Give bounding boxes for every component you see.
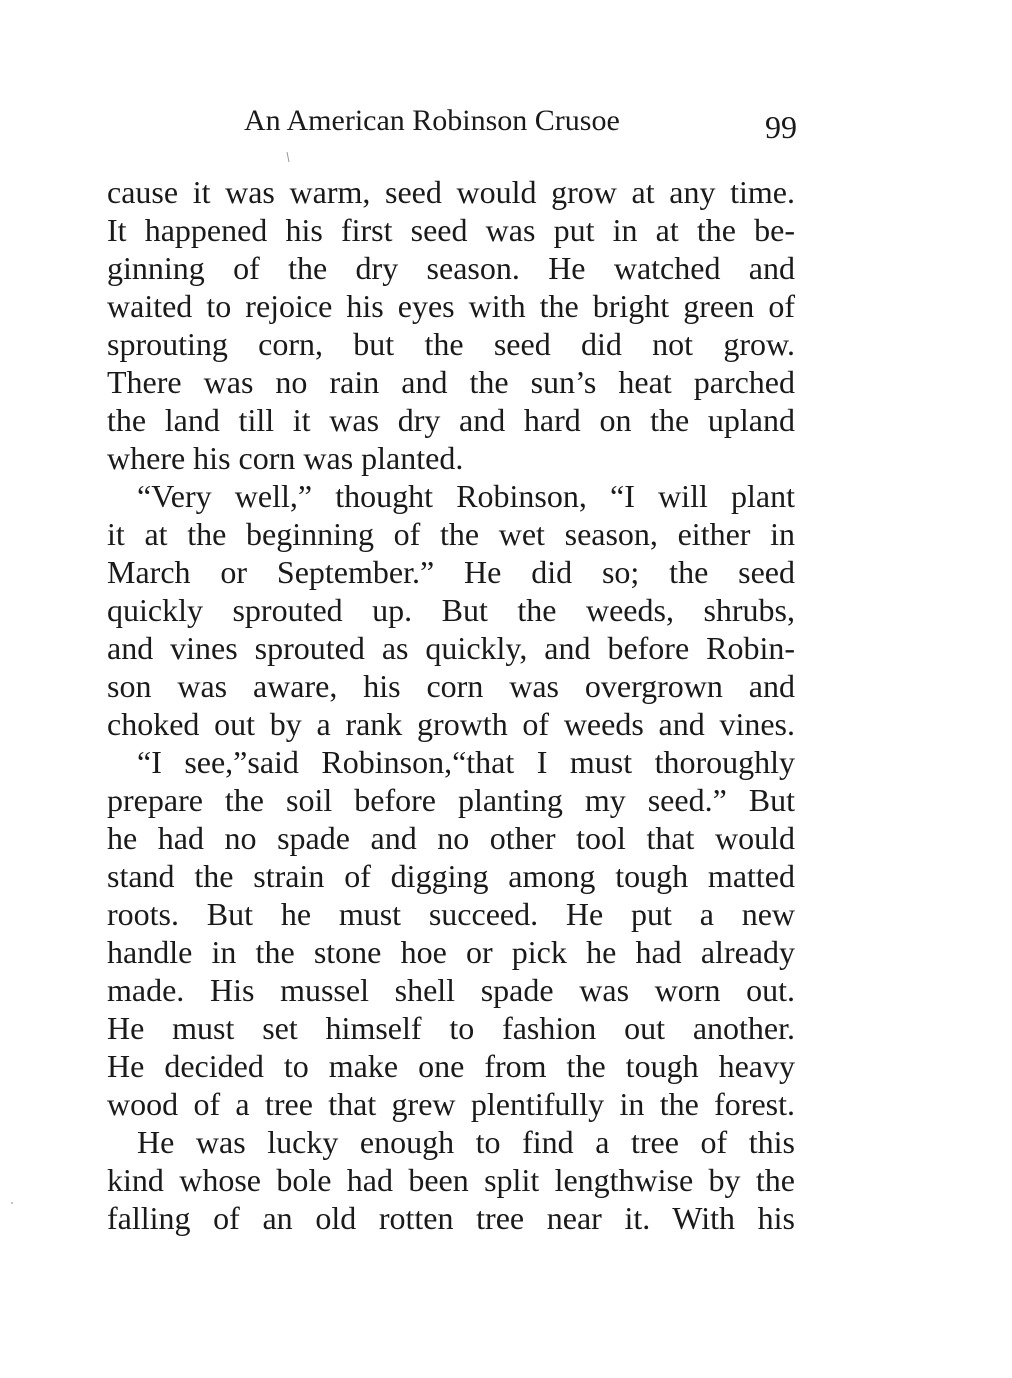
text-line: ginning of the dry season. He watched and xyxy=(107,250,795,286)
text-line: kind whose bole had been split lengthwise by the xyxy=(107,1162,795,1198)
text-line: quickly sprouted up. But the weeds, shrubs, xyxy=(107,592,795,628)
text-line: wood of a tree that grew plentifully in the forest. xyxy=(107,1086,795,1122)
text-line: It happened his first seed was put in at the be- xyxy=(107,212,795,248)
text-line: handle in the stone hoe or pick he had already xyxy=(107,934,795,970)
text-line: made. His mussel shell spade was worn out. xyxy=(107,972,795,1008)
text-line: waited to rejoice his eyes with the bright green of xyxy=(107,288,795,324)
text-line: stand the strain of digging among tough matted xyxy=(107,858,795,894)
text-line: and vines sprouted as quickly, and before Robin- xyxy=(107,630,795,666)
text-line: sprouting corn, but the seed did not grow. xyxy=(107,326,795,362)
text-line: He must set himself to fashion out another. xyxy=(107,1010,795,1046)
text-line: There was no rain and the sun’s heat parched xyxy=(107,364,795,400)
text-line: choked out by a rank growth of weeds and vines. xyxy=(107,706,795,742)
text-line: March or September.” He did so; the seed xyxy=(107,554,795,590)
scan-speck xyxy=(287,152,289,162)
text-line: where his corn was planted. xyxy=(107,440,464,476)
text-line: he had no spade and no other tool that would xyxy=(107,820,795,856)
text-line: prepare the soil before planting my seed.” But xyxy=(107,782,795,818)
text-line: He decided to make one from the tough heavy xyxy=(107,1048,795,1084)
text-line: roots. But he must succeed. He put a new xyxy=(107,896,795,932)
text-line: it at the beginning of the wet season, either in xyxy=(107,516,795,552)
running-title: An American Robinson Crusoe xyxy=(244,104,620,137)
scan-speck xyxy=(11,1202,13,1204)
text-line: “Very well,” thought Robinson, “I will plant xyxy=(137,478,795,514)
text-line: son was aware, his corn was overgrown and xyxy=(107,668,795,704)
text-line: “I see,”said Robinson,“that I must thoroughly xyxy=(137,744,795,780)
text-line: falling of an old rotten tree near it. With his xyxy=(107,1200,795,1236)
text-line: the land till it was dry and hard on the upland xyxy=(107,402,795,438)
text-line: He was lucky enough to find a tree of this xyxy=(137,1124,795,1160)
page-number: 99 xyxy=(765,109,797,145)
text-line: cause it was warm, seed would grow at any time. xyxy=(107,174,795,210)
